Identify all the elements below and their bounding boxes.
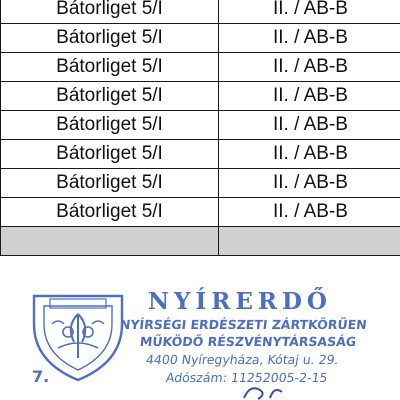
cell-class: II. / AB-B — [219, 111, 400, 140]
cell-location: Bátorliget 5/I — [1, 140, 219, 169]
cell-class: II. / AB-B — [219, 140, 400, 169]
table-row — [1, 24, 400, 53]
table-row-empty — [1, 227, 400, 256]
page-number: 7. — [32, 367, 50, 386]
cell-location: Bátorliget 5/I — [1, 0, 219, 24]
cell-location: Bátorliget 5/I — [1, 53, 219, 82]
table-row — [1, 53, 400, 82]
cell-location: Bátorliget 5/I — [1, 111, 219, 140]
stamp-brand: NYÍRERDŐ — [148, 288, 332, 315]
table-row — [1, 198, 400, 227]
stamp-line1: NYÍRSÉGI ERDÉSZETI ZÁRTKÖRŰEN — [119, 317, 368, 332]
table-row — [1, 82, 400, 111]
table-row — [1, 169, 400, 198]
table-row — [1, 140, 400, 169]
cell-class: II. / AB-B — [219, 0, 400, 24]
cell-location: Bátorliget 5/I — [1, 169, 219, 198]
cell-location: Bátorliget 5/I — [1, 82, 219, 111]
table-row — [1, 0, 400, 24]
stamp-address: 4400 Nyíregyháza, Kótaj u. 29. — [144, 352, 340, 367]
cell-class: II. / AB-B — [219, 198, 400, 227]
cell-location: Bátorliget 5/I — [1, 24, 219, 53]
table-row — [1, 111, 400, 140]
cell-empty — [219, 227, 400, 256]
cell-class: II. / AB-B — [219, 169, 400, 198]
cell-class: II. / AB-B — [219, 53, 400, 82]
cell-class: II. / AB-B — [219, 82, 400, 111]
cell-location: Bátorliget 5/I — [1, 198, 219, 227]
company-stamp — [28, 284, 400, 400]
cell-empty — [1, 227, 219, 256]
stamp-line2: MŰKÖDŐ RÉSZVÉNYTÁRSASÁG — [139, 334, 357, 349]
signature-icon — [240, 382, 300, 400]
stamp-tax: Adószám: 11252005-2-15 — [164, 370, 329, 385]
cell-class: II. / AB-B — [219, 24, 400, 53]
